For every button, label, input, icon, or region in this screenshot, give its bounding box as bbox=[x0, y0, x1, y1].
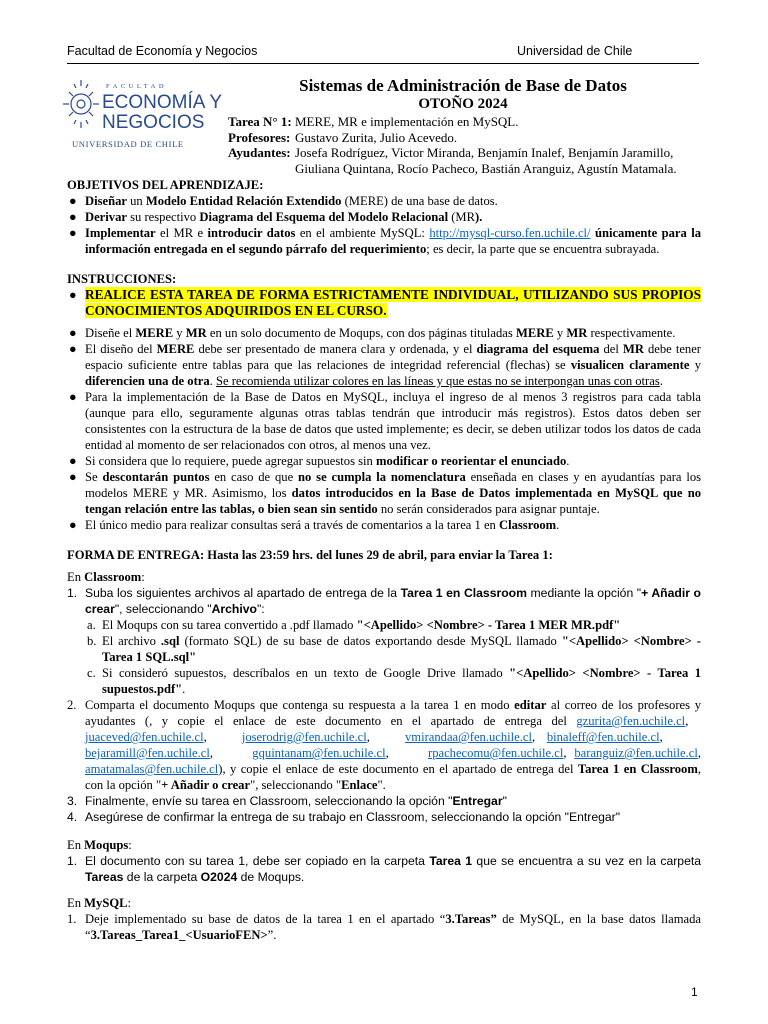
list-item: ● El diseño del MERE debe ser presentado de manera clara y ordenada, y el diagrama del esquema del MR debe tener espacio suficiente entre tablas para que las relaciones de integridad referencial (flechas) se visualicen claramente y diferencien una de otra. Se recomienda utilizar colores en las líneas y que estas no se interpongan unas con otras. bbox=[69, 342, 702, 388]
logo-bottom: UNIVERSIDAD DE CHILE bbox=[72, 139, 184, 149]
email-link[interactable]: baranguiz@fen.uchile.cl bbox=[574, 746, 698, 760]
logo-line1: ECONOMÍA Y bbox=[102, 92, 223, 113]
meta-key: Ayudantes: bbox=[228, 145, 291, 160]
en-moqups-label: En Moqups: bbox=[67, 838, 132, 852]
instrucciones-heading: INSTRUCCIONES: bbox=[67, 272, 177, 286]
page-number: 1 bbox=[691, 985, 698, 999]
meta-row-ayudantes bbox=[228, 145, 708, 176]
list-item: ● Diseñar un Modelo Entidad Relación Extendido (MERE) de una base de datos. bbox=[69, 194, 498, 208]
list-item: ● Diseñe el MERE y MR en un solo documento de Moqups, con dos páginas tituladas MERE y MR respectivamente. bbox=[69, 326, 676, 340]
list-item: 1. Deje implementado su base de datos de la tarea 1 en el apartado “3.Tareas” de MySQL, en la base datos llamada “3.Tareas_Tarea1_<UsuarioFEN>”. bbox=[67, 912, 702, 942]
header-university: Universidad de Chile bbox=[517, 44, 633, 58]
meta-table bbox=[228, 114, 708, 176]
objetivos-list bbox=[67, 193, 701, 257]
moqups-steps bbox=[67, 853, 701, 885]
list-item: c. Si consideró supuestos, descríbalos en un texto de Google Drive llamado "<Apellido> <Nombre> - Tarea 1 supuestos.pdf". bbox=[87, 666, 701, 696]
list-item: 2. Comparta el documento Moqups que contenga su respuesta a la tarea 1 en modo editar al correo de los profesores y ayudantes (, y copie el enlace de este documento en el apartado de entrega del gzurita@fen.uchile.cl, juaceved@fen.uchile.cl, joserodrig@fen.uchile.cl, vmirandaa@fen.uchile.cl, binaleff@fen.uchile.cl, bejaramill@fen.uchile.cl, gquintanam@fen.uchile.cl, rpachecomu@fen.uchile.cl, baranguiz@fen.uchile.cl, amatamalas@fen.uchile.cl), y copie el enlace de este documento en el apartado de entrega del Tarea 1 en Classroom, con la opción "+ Añadir o crear", seleccionando "Enlace". bbox=[67, 698, 702, 792]
logo-line2: NEGOCIOS bbox=[102, 112, 205, 133]
mysql-steps bbox=[67, 911, 701, 943]
email-link[interactable]: gzurita@fen.uchile.cl bbox=[576, 714, 686, 728]
email-link[interactable]: vmirandaa@fen.uchile.cl bbox=[405, 730, 532, 744]
email-link[interactable]: joserodrig@fen.uchile.cl bbox=[241, 730, 367, 744]
en-mysql-label: En MySQL: bbox=[67, 896, 132, 910]
document-body bbox=[67, 177, 701, 943]
meta-key: Profesores: bbox=[228, 129, 291, 145]
classroom-steps bbox=[67, 585, 701, 825]
list-item: b. El archivo .sql (formato SQL) de su base de datos exportando desde MySQL llamado "<Apellido> <Nombre> - Tarea 1 SQL.sql" bbox=[87, 634, 701, 664]
meta-row-profesores bbox=[228, 130, 708, 146]
instrucciones-list bbox=[67, 287, 701, 533]
entrega-heading: FORMA DE ENTREGA: Hasta las 23:59 hrs. del lunes 29 de abril, para enviar la Tarea 1: bbox=[67, 548, 553, 562]
email-link[interactable]: amatamalas@fen.uchile.cl bbox=[85, 762, 219, 776]
meta-row-tarea bbox=[228, 114, 708, 130]
email-link[interactable]: gquintanam@fen.uchile.cl bbox=[252, 746, 386, 760]
meta-value: Gustavo Zurita, Julio Acevedo. bbox=[295, 129, 458, 145]
meta-key: Tarea N° 1: bbox=[228, 114, 292, 129]
list-item: 1. El documento con su tarea 1, debe ser copiado en la carpeta Tarea 1 que se encuentra a su vez en la carpeta Tareas de la carpeta O2024 de Moqups. bbox=[67, 854, 702, 884]
mysql-link[interactable]: http://mysql-curso.fen.uchile.cl/ bbox=[429, 226, 591, 240]
course-title: Sistemas de Administración de Base de Datos bbox=[299, 76, 627, 95]
title-block bbox=[228, 76, 708, 176]
file-sublist bbox=[85, 617, 701, 697]
email-link[interactable]: juaceved@fen.uchile.cl bbox=[85, 730, 204, 744]
list-item: ● Implementar el MR e introducir datos en el ambiente MySQL: http://mysql-curso.fen.uchile.cl/ únicamente para la información entregada en el segundo párrafo del requerimiento; es decir, la parte que se encuentra subrayada. bbox=[69, 226, 701, 256]
email-link[interactable]: bejaramill@fen.uchile.cl bbox=[85, 746, 210, 760]
list-item: ● El único medio para realizar consultas será a través de comentarios a la tarea 1 en Classroom. bbox=[69, 518, 560, 532]
faculty-logo bbox=[66, 74, 223, 154]
email-link[interactable]: rpachecomu@fen.uchile.cl bbox=[428, 746, 564, 760]
list-item: 1. Suba los siguientes archivos al apartado de entrega de la Tarea 1 en Classroom mediante la opción "+ Añadir o crear", seleccionando "Archivo": a. El Moqups con su tarea convertido a .pdf llamado "<Apellido> <Nombre> - Tarea 1 MER MR.pdf" b. El archivo .sql (formato SQL) de su base de datos exportando desde MySQL llamado "<Apellido> <Nombre> - Tarea 1 SQL.sql" c. Si consideró supuestos, descríbalos en un texto de Google Drive llamado "<Apellido> <Nombre> - Tarea 1 supuestos.pdf". bbox=[67, 586, 701, 696]
list-item: ● Se descontarán puntos en caso de que no se cumpla la nomenclatura enseñada en clases y en ayudantías para los modelos MERE y MR. Asimismo, los datos introducidos en la Base de Datos implementada en MySQL que no tengan relación entre las tablas, o bien sean sin sentido no serán considerados para asignar puntaje. bbox=[69, 470, 702, 516]
meta-value: Josefa Rodríguez, Victor Miranda, Benjamín Inalef, Benjamín Jaramillo, Giuliana Quintana, Rocío Pacheco, Bastián Aranguiz, Agustín Matamala. bbox=[295, 145, 677, 176]
list-item: ● Para la implementación de la Base de Datos en MySQL, incluya el ingreso de al menos 3 registros para cada tabla (aunque para ello, seguramente algunas otras tablas tendrán que introducir más registros). Estos datos deben ser consistentes con la estructura de la base de datos que usted implemente; es decir, se deben utilizar todos los datos de cada entidad al momento de ser relacionados con otros, al menos una vez. bbox=[69, 390, 701, 452]
highlighted-warning: REALICE ESTA TAREA DE FORMA ESTRICTAMENTE INDIVIDUAL, UTILIZANDO SUS PROPIOS CONOCIMIENTOS ADQUIRIDOS EN EL CURSO. bbox=[85, 287, 701, 318]
objetivos-heading: OBJETIVOS DEL APRENDIZAJE: bbox=[67, 178, 264, 192]
list-item: a. El Moqups con su tarea convertido a .pdf llamado "<Apellido> <Nombre> - Tarea 1 MER MR.pdf" bbox=[87, 618, 621, 632]
logo-top: FACULTAD bbox=[106, 83, 168, 90]
header-rule bbox=[67, 63, 699, 64]
list-item: ● Derivar su respectivo Diagrama del Esquema del Modelo Relacional (MR). bbox=[69, 210, 483, 224]
header-faculty: Facultad de Economía y Negocios bbox=[67, 44, 258, 58]
meta-value: MERE, MR e implementación en MySQL. bbox=[295, 114, 519, 129]
email-link[interactable]: binaleff@fen.uchile.cl bbox=[546, 730, 660, 744]
list-item: 4. Asegúrese de confirmar la entrega de su trabajo en Classroom, seleccionando la opción "Entregar" bbox=[67, 810, 621, 824]
en-classroom-label: En Classroom: bbox=[67, 570, 145, 584]
list-item: ● Si considera que lo requiere, puede agregar supuestos sin modificar o reorientar el enunciado. bbox=[69, 454, 570, 468]
semester-title: OTOÑO 2024 bbox=[418, 96, 508, 112]
list-item: 3. Finalmente, envíe su tarea en Classroom, seleccionando la opción "Entregar" bbox=[67, 794, 507, 808]
highlight-item: ● REALICE ESTA TAREA DE FORMA ESTRICTAMENTE INDIVIDUAL, UTILIZANDO SUS PROPIOS CONOCIMIENTOS ADQUIRIDOS EN EL CURSO. bbox=[69, 287, 701, 318]
